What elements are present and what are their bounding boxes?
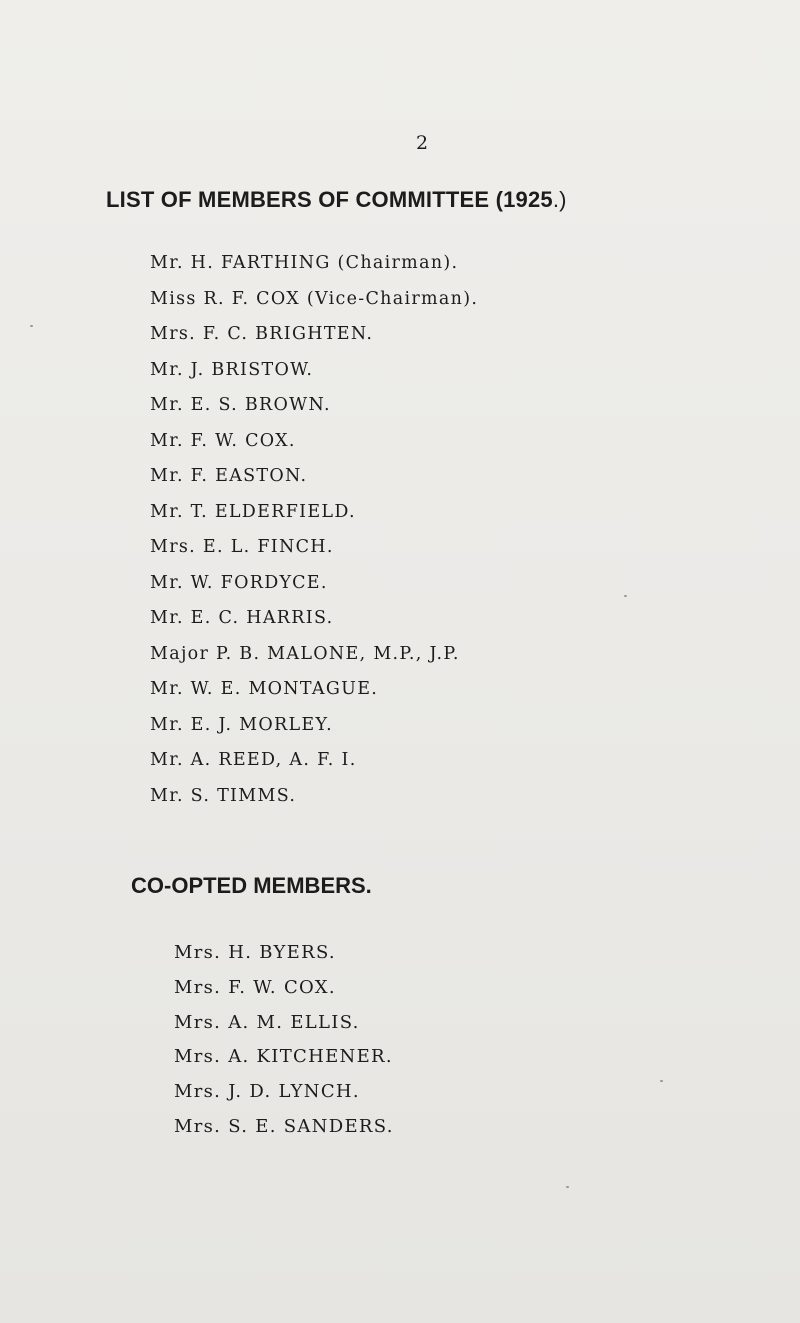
member-item: Mr. E. S. BROWN. [150,395,331,415]
member-item: Mrs. E. L. FINCH. [150,537,334,557]
member-item: Mr. W. E. MONTAGUE. [150,679,379,699]
coopted-member-item: Mrs. F. W. COX. [174,976,336,998]
member-item: Major P. B. MALONE, M.P., J.P. [150,643,460,664]
page-number: 2 [416,132,429,154]
coopted-member-item: Mrs. A. KITCHENER. [174,1046,393,1068]
committee-heading-suffix: .) [552,187,567,212]
coopted-members-list [174,936,394,1145]
member-item: Mr. E. J. MORLEY. [150,714,333,735]
member-item: Mr. F. W. COX. [150,430,296,451]
member-item: Mr. A. REED, A. F. I. [150,750,357,770]
committee-heading [106,187,567,213]
member-item: Miss R. F. COX (Vice-Chairman). [150,288,479,309]
paper-speck [566,1186,569,1188]
member-item: Mr. E. C. HARRIS. [150,608,334,628]
paper-speck [624,595,627,597]
coopted-member-item: Mrs. A. M. ELLIS. [174,1011,360,1033]
member-item: Mr. F. EASTON. [150,466,308,486]
member-item: Mr. S. TIMMS. [150,785,297,806]
coopted-member-item: Mrs. H. BYERS. [174,942,336,963]
member-item: Mr. T. ELDERFIELD. [150,501,356,522]
member-item: Mr. H. FARTHING (Chairman). [150,253,459,273]
coopted-heading: CO-OPTED MEMBERS. [131,873,372,898]
member-item: Mr. J. BRISTOW. [150,359,314,380]
paper-speck [30,325,33,327]
member-item: Mr. W. FORDYCE. [150,572,328,593]
paper-speck [660,1080,663,1082]
coopted-member-item: Mrs. S. E. SANDERS. [174,1115,394,1137]
member-item: Mrs. F. C. BRIGHTEN. [150,324,374,344]
coopted-member-item: Mrs. J. D. LYNCH. [174,1081,360,1103]
committee-heading-text: LIST OF MEMBERS OF COMMITTEE (1925 [106,187,553,212]
committee-members-list [150,246,478,814]
